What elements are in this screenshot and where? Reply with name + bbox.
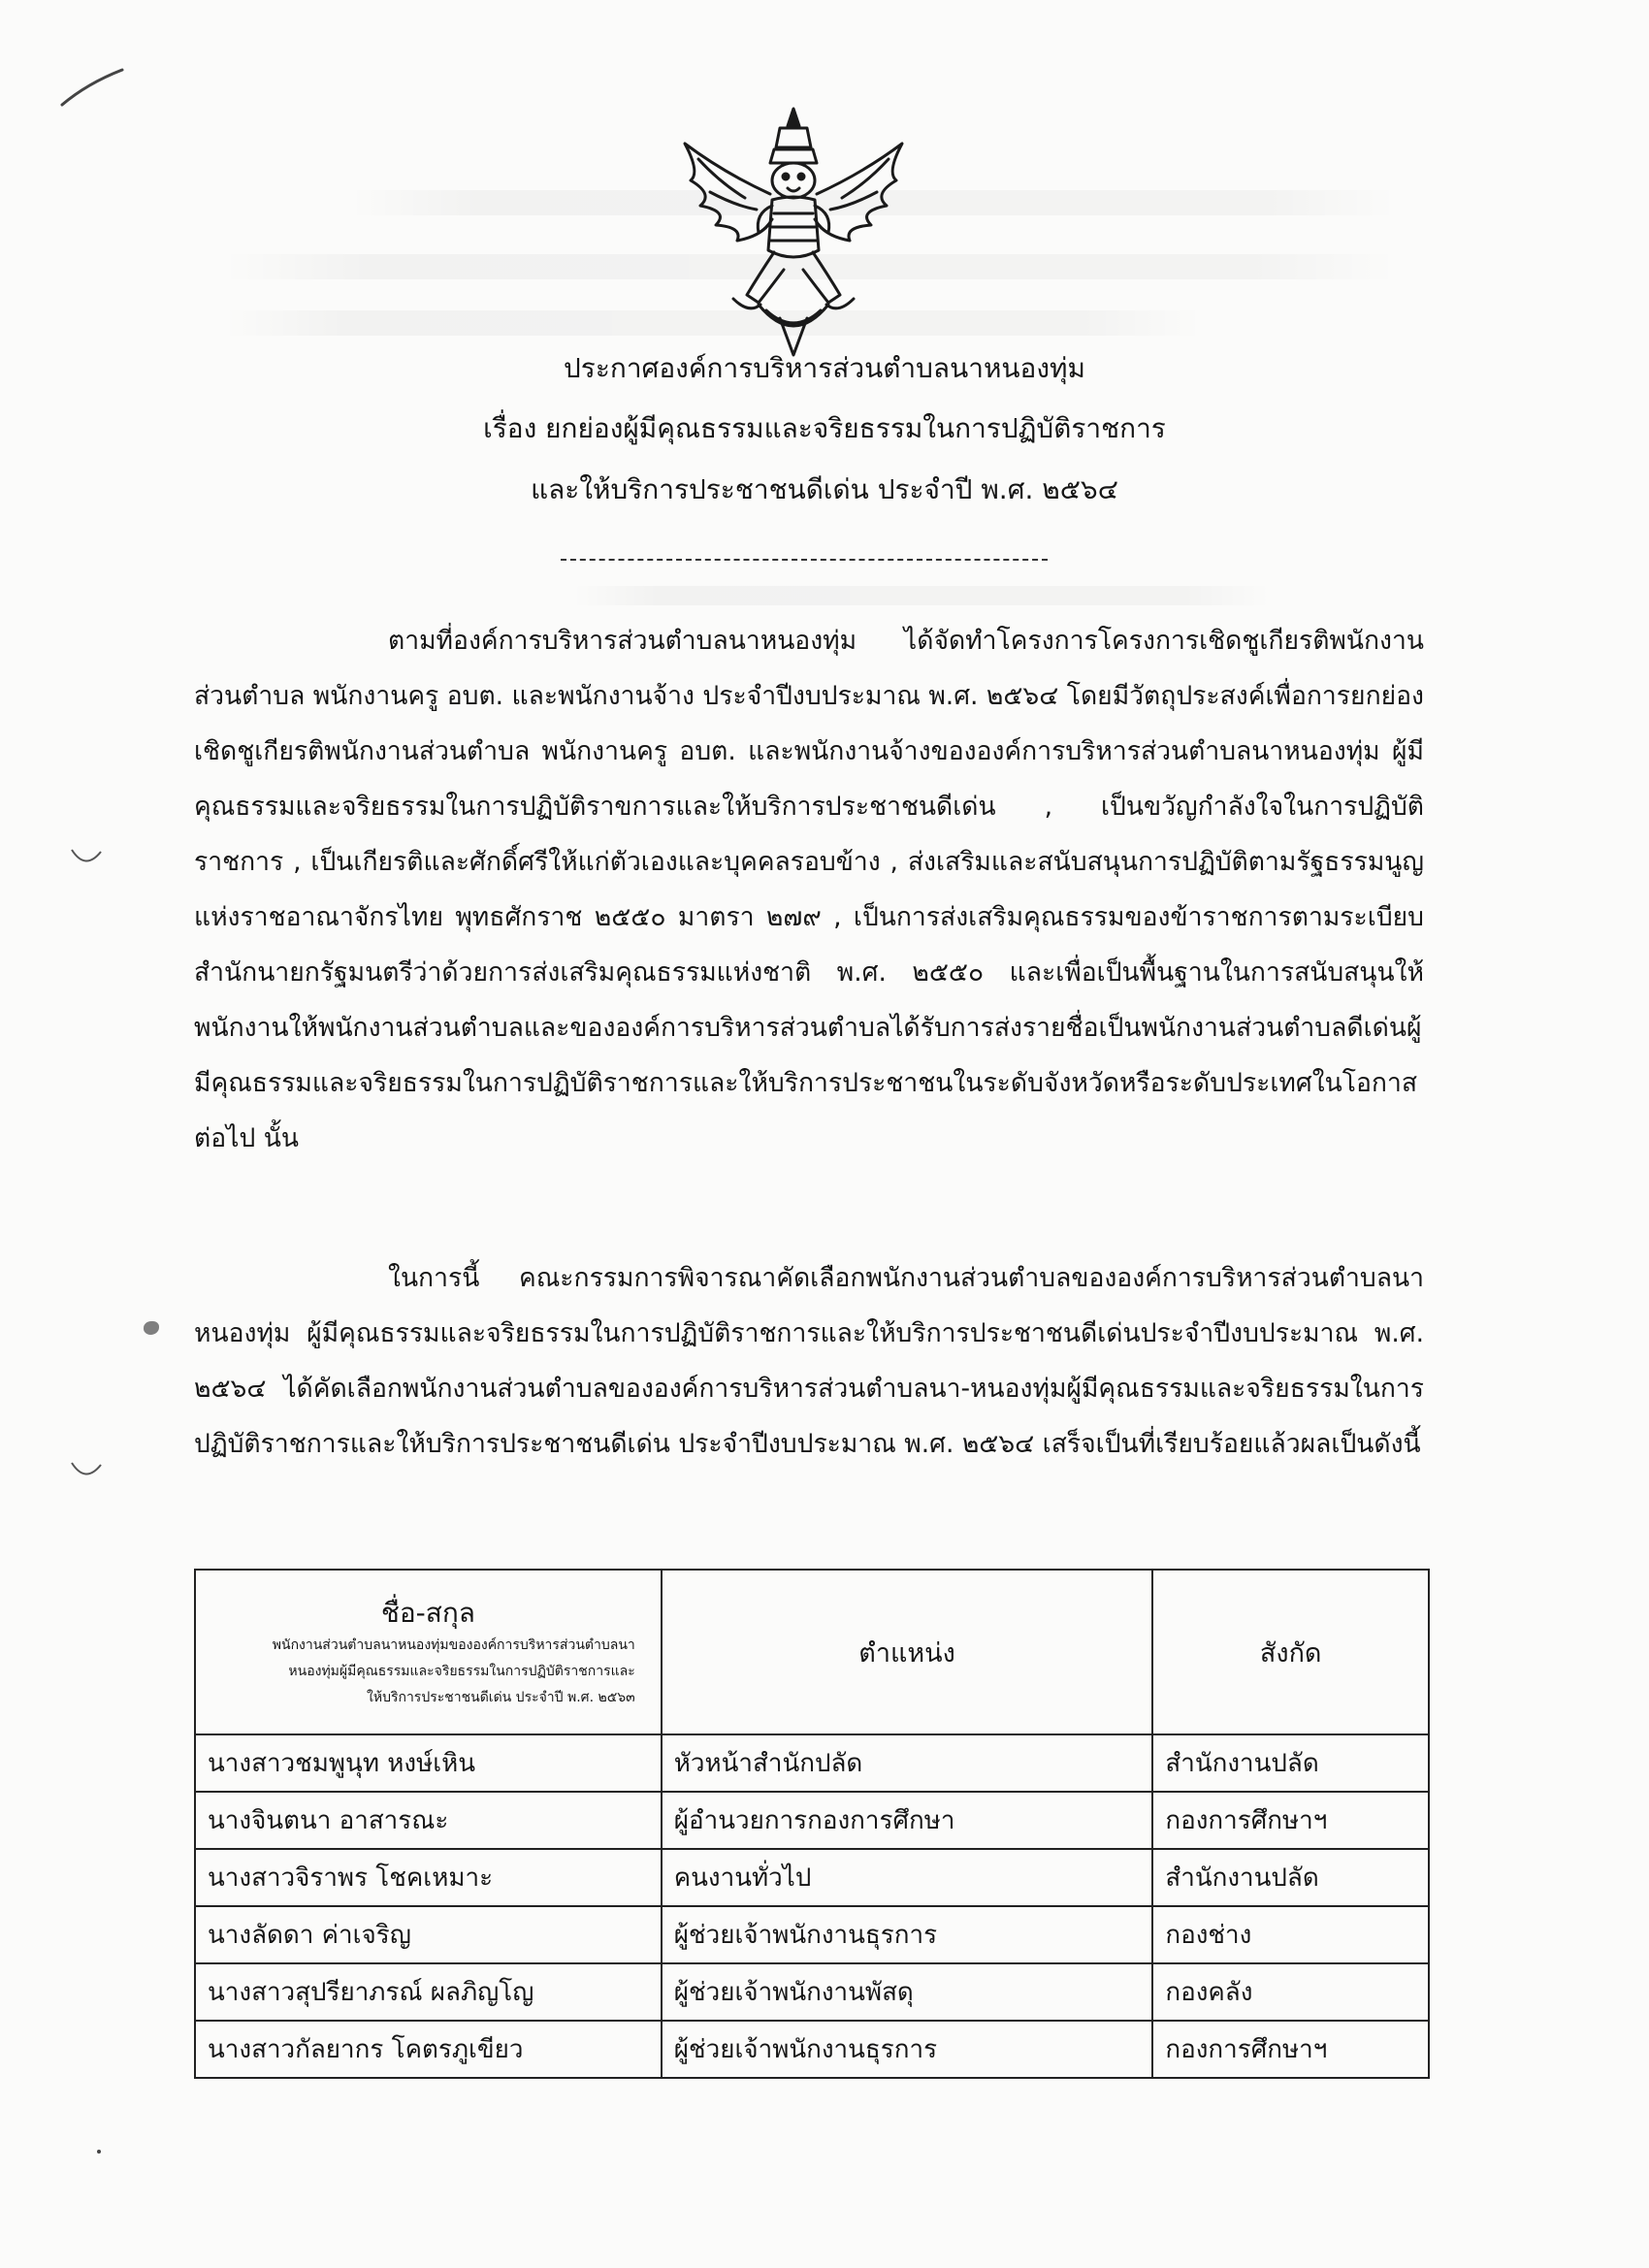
header-name-label: ชื่อ-สกุล xyxy=(380,1596,475,1629)
staff-department: สำนักงานปลัด xyxy=(1152,1734,1429,1792)
table-header-row xyxy=(195,1570,1429,1734)
staff-name: นางสาวกัลยากร โคตรภูเขียว xyxy=(195,2021,662,2078)
table-row xyxy=(195,2021,1429,2078)
announcement-subject-continued: และให้บริการประชาชนดีเด่น ประจำปี พ.ศ. ๒๕๖๔ xyxy=(531,473,1118,505)
staff-position: หัวหน้าสำนักปลัด xyxy=(662,1734,1153,1792)
staff-name: นางสาวสุปรียาภรณ์ ผลภิญโญ xyxy=(195,1963,662,2021)
heading-divider xyxy=(561,559,1048,561)
staff-position: ผู้ช่วยเจ้าพนักงานธุรการ xyxy=(662,1906,1153,1963)
pen-stroke-mark xyxy=(58,66,126,109)
staff-name: นางสาวจิราพร โชคเหมาะ xyxy=(195,1849,662,1906)
header-name-cell xyxy=(195,1570,662,1734)
staff-department: กองการศึกษาฯ xyxy=(1152,1792,1429,1849)
header-name-note-line: ให้บริการประชาชนดีเด่น ประจำปี พ.ศ. ๒๕๖๓ xyxy=(367,1689,635,1705)
header-position-cell: ตำแหน่ง xyxy=(662,1570,1153,1734)
staff-position: คนงานทั่วไป xyxy=(662,1849,1153,1906)
staff-name: นางสาวชมพูนุท หงษ์เหิน xyxy=(195,1734,662,1792)
staff-department: กองการศึกษาฯ xyxy=(1152,2021,1429,2078)
announcement-subject: เรื่อง ยกย่องผู้มีคุณธรรมและจริยธรรมในการปฏิบัติราชการ xyxy=(483,412,1166,444)
header-name-note-line: หนองทุ่มผู้มีคุณธรรมและจริยธรรมในการปฏิบัติราชการและ xyxy=(288,1663,635,1679)
paragraph-text: ในการนี้ คณะกรรมการพิจารณาคัดเลือกพนักงานส่วนตำบลขององค์การบริหารส่วนตำบลนาหนองทุ่ม ผู้มีคุณธรรมและจริยธรรมในการปฏิบัติราชการและให้บริการประชาชนดีเด่นประจำปีงบประมาณ พ.ศ. ๒๕๖๔ ได้คัดเลือกพนักงานส่วนตำบลขององค์การบริหารส่วนตำบลนา-หนองทุ่มผู้มีคุณธรรมและจริยธรรมในการปฏิบัติราชการและให้บริการประชาชนดีเด่น ประจำปีงบประมาณ พ.ศ. ๒๕๖๔ เสร็จเป็นที่เรียบร้อยแล้วผลเป็นดังนี้ xyxy=(194,1263,1424,1459)
table-row xyxy=(195,1849,1429,1906)
table-row xyxy=(195,1906,1429,1963)
bleed-through xyxy=(572,586,1271,605)
staff-department: กองช่าง xyxy=(1152,1906,1429,1963)
staff-department: กองคลัง xyxy=(1152,1963,1429,2021)
outstanding-staff-table xyxy=(194,1569,1430,2079)
table-row xyxy=(195,1963,1429,2021)
punch-hole-mark xyxy=(70,1459,103,1482)
paragraph-text: ตามที่องค์การบริหารส่วนตำบลนาหนองทุ่ม ได้จัดทำโครงการโครงการเชิดชูเกียรติพนักงานส่วนตำบล พนักงานครู อบต. และพนักงานจ้าง ประจำปีงบประมาณ พ.ศ. ๒๕๖๔ โดยมีวัตถุประสงค์เพื่อการยกย่อง เชิดชูเกียรติพนักงานส่วนตำบล พนักงานครู อบต. และพนักงานจ้างขององค์การบริหารส่วนตำบลนาหนองทุ่ม ผู้มีคุณธรรมและจริยธรรมในการปฏิบัติราขการและให้บริการประชาชนดีเด่น , เป็นขวัญกำลังใจในการปฏิบัติราชการ , เป็นเกียรติและศักดิ์ศรีให้แก่ตัวเองและบุคคลรอบข้าง , ส่งเสริมและสนับสนุนการปฏิบัติตามรัฐธรรมนูญแห่งราชอาณาจักรไทย พุทธศักราช ๒๕๕๐ มาตรา ๒๗๙ , เป็นการส่งเสริมคุณธรรมของข้าราชการตามระเบียบสำนักนายกรัฐมนตรีว่าด้วยการส่งเสริมคุณธรรมแห่งชาติ พ.ศ. ๒๕๕๐ และเพื่อเป็นพื้นฐานในการสนับสนุนให้พนักงานให้พนักงานส่วนตำบลและขององค์การบริหารส่วนตำบลได้รับการส่งรายชื่อเป็นพนักงานส่วนตำบลดีเด่นผู้มีคุณธรรมและจริยธรรมในการปฏิบัติราชการและให้บริการประชาชนในระดับจังหวัดหรือระดับประเทศในโอกาสต่อไป นั้น xyxy=(194,626,1424,1153)
punch-hole-mark xyxy=(70,846,103,869)
announcement-issuer: ประกาศองค์การบริหารส่วนตำบลนาหนองทุ่ม xyxy=(564,352,1085,384)
garuda-emblem xyxy=(665,105,922,361)
header-department-cell: สังกัด xyxy=(1152,1570,1429,1734)
table-row xyxy=(195,1792,1429,1849)
header-name-note-line: พนักงานส่วนตำบลนาหนองทุ่มขององค์การบริหารส่วนตำบลนา xyxy=(272,1636,635,1653)
staff-name: นางลัดดา ค่าเจริญ xyxy=(195,1906,662,1963)
staff-name: นางจินตนา อาสารณะ xyxy=(195,1792,662,1849)
staff-position: ผู้อำนวยการกองการศึกษา xyxy=(662,1792,1153,1849)
ink-smudge xyxy=(144,1321,159,1335)
table-row xyxy=(195,1734,1429,1792)
staff-department: สำนักงานปลัด xyxy=(1152,1849,1429,1906)
staff-position: ผู้ช่วยเจ้าพนักงานพัสดุ xyxy=(662,1963,1153,2021)
body-paragraph-2 xyxy=(194,1250,1424,1472)
staff-position: ผู้ช่วยเจ้าพนักงานธุรการ xyxy=(662,2021,1153,2078)
body-paragraph-1 xyxy=(194,613,1424,1166)
stray-ink-dot xyxy=(97,2150,101,2154)
